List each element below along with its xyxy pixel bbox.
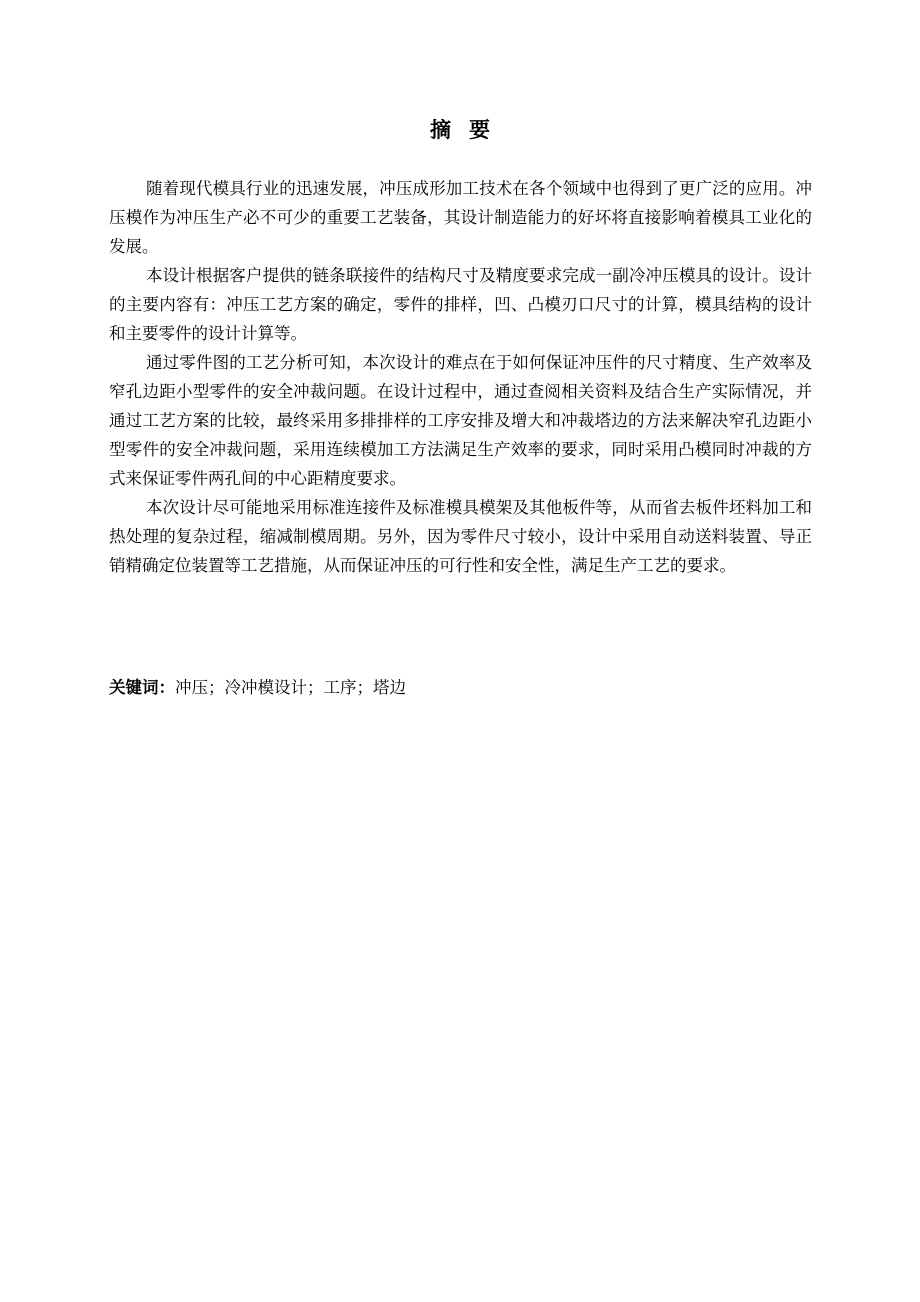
- abstract-title: [0, 114, 920, 144]
- abstract-paragraph-3: 通过零件图的工艺分析可知，本次设计的难点在于如何保证冲压件的尺寸精度、生产效率及窄孔边距小型零件的安全冲裁问题。在设计过程中，通过查阅相关资料及结合生产实际情况，并通过工艺方案的比较，最终采用多排排样的工序安排及增大和冲裁塔边的方法来解决窄孔边距小型零件的安全冲裁问题，采用连续模加工方法满足生产效率的要求，同时采用凸模同时冲裁的方式来保证零件两孔间的中心距精度要求。: [109, 353, 812, 488]
- keywords-text: 冲压；冷冲模设计；工序；塔边: [175, 678, 406, 697]
- abstract-title-char-2: 要: [469, 118, 490, 142]
- abstract-title-char-1: 摘: [430, 118, 451, 142]
- keywords-label: 关键词：: [109, 678, 175, 697]
- keywords-line: [109, 673, 406, 702]
- abstract-paragraph-2: 本设计根据客户提供的链条联接件的结构尺寸及精度要求完成一副冷冲压模具的设计。设计的主要内容有：冲压工艺方案的确定，零件的排样，凹、凸模刃口尺寸的计算，模具结构的设计和主要零件的设计计算等。: [109, 266, 812, 343]
- abstract-paragraph-1: 随着现代模具行业的迅速发展，冲压成形加工技术在各个领域中也得到了更广泛的应用。冲压模作为冲压生产必不可少的重要工艺装备，其设计制造能力的好坏将直接影响着模具工业化的发展。: [109, 179, 812, 256]
- abstract-body: [109, 174, 812, 580]
- abstract-paragraph-4: 本次设计尽可能地采用标准连接件及标准模具模架及其他板件等，从而省去板件坯料加工和热处理的复杂过程，缩减制模周期。另外，因为零件尺寸较小，设计中采用自动送料装置、导正销精确定位装置等工艺措施，从而保证冲压的可行性和安全性，满足生产工艺的要求。: [109, 498, 812, 575]
